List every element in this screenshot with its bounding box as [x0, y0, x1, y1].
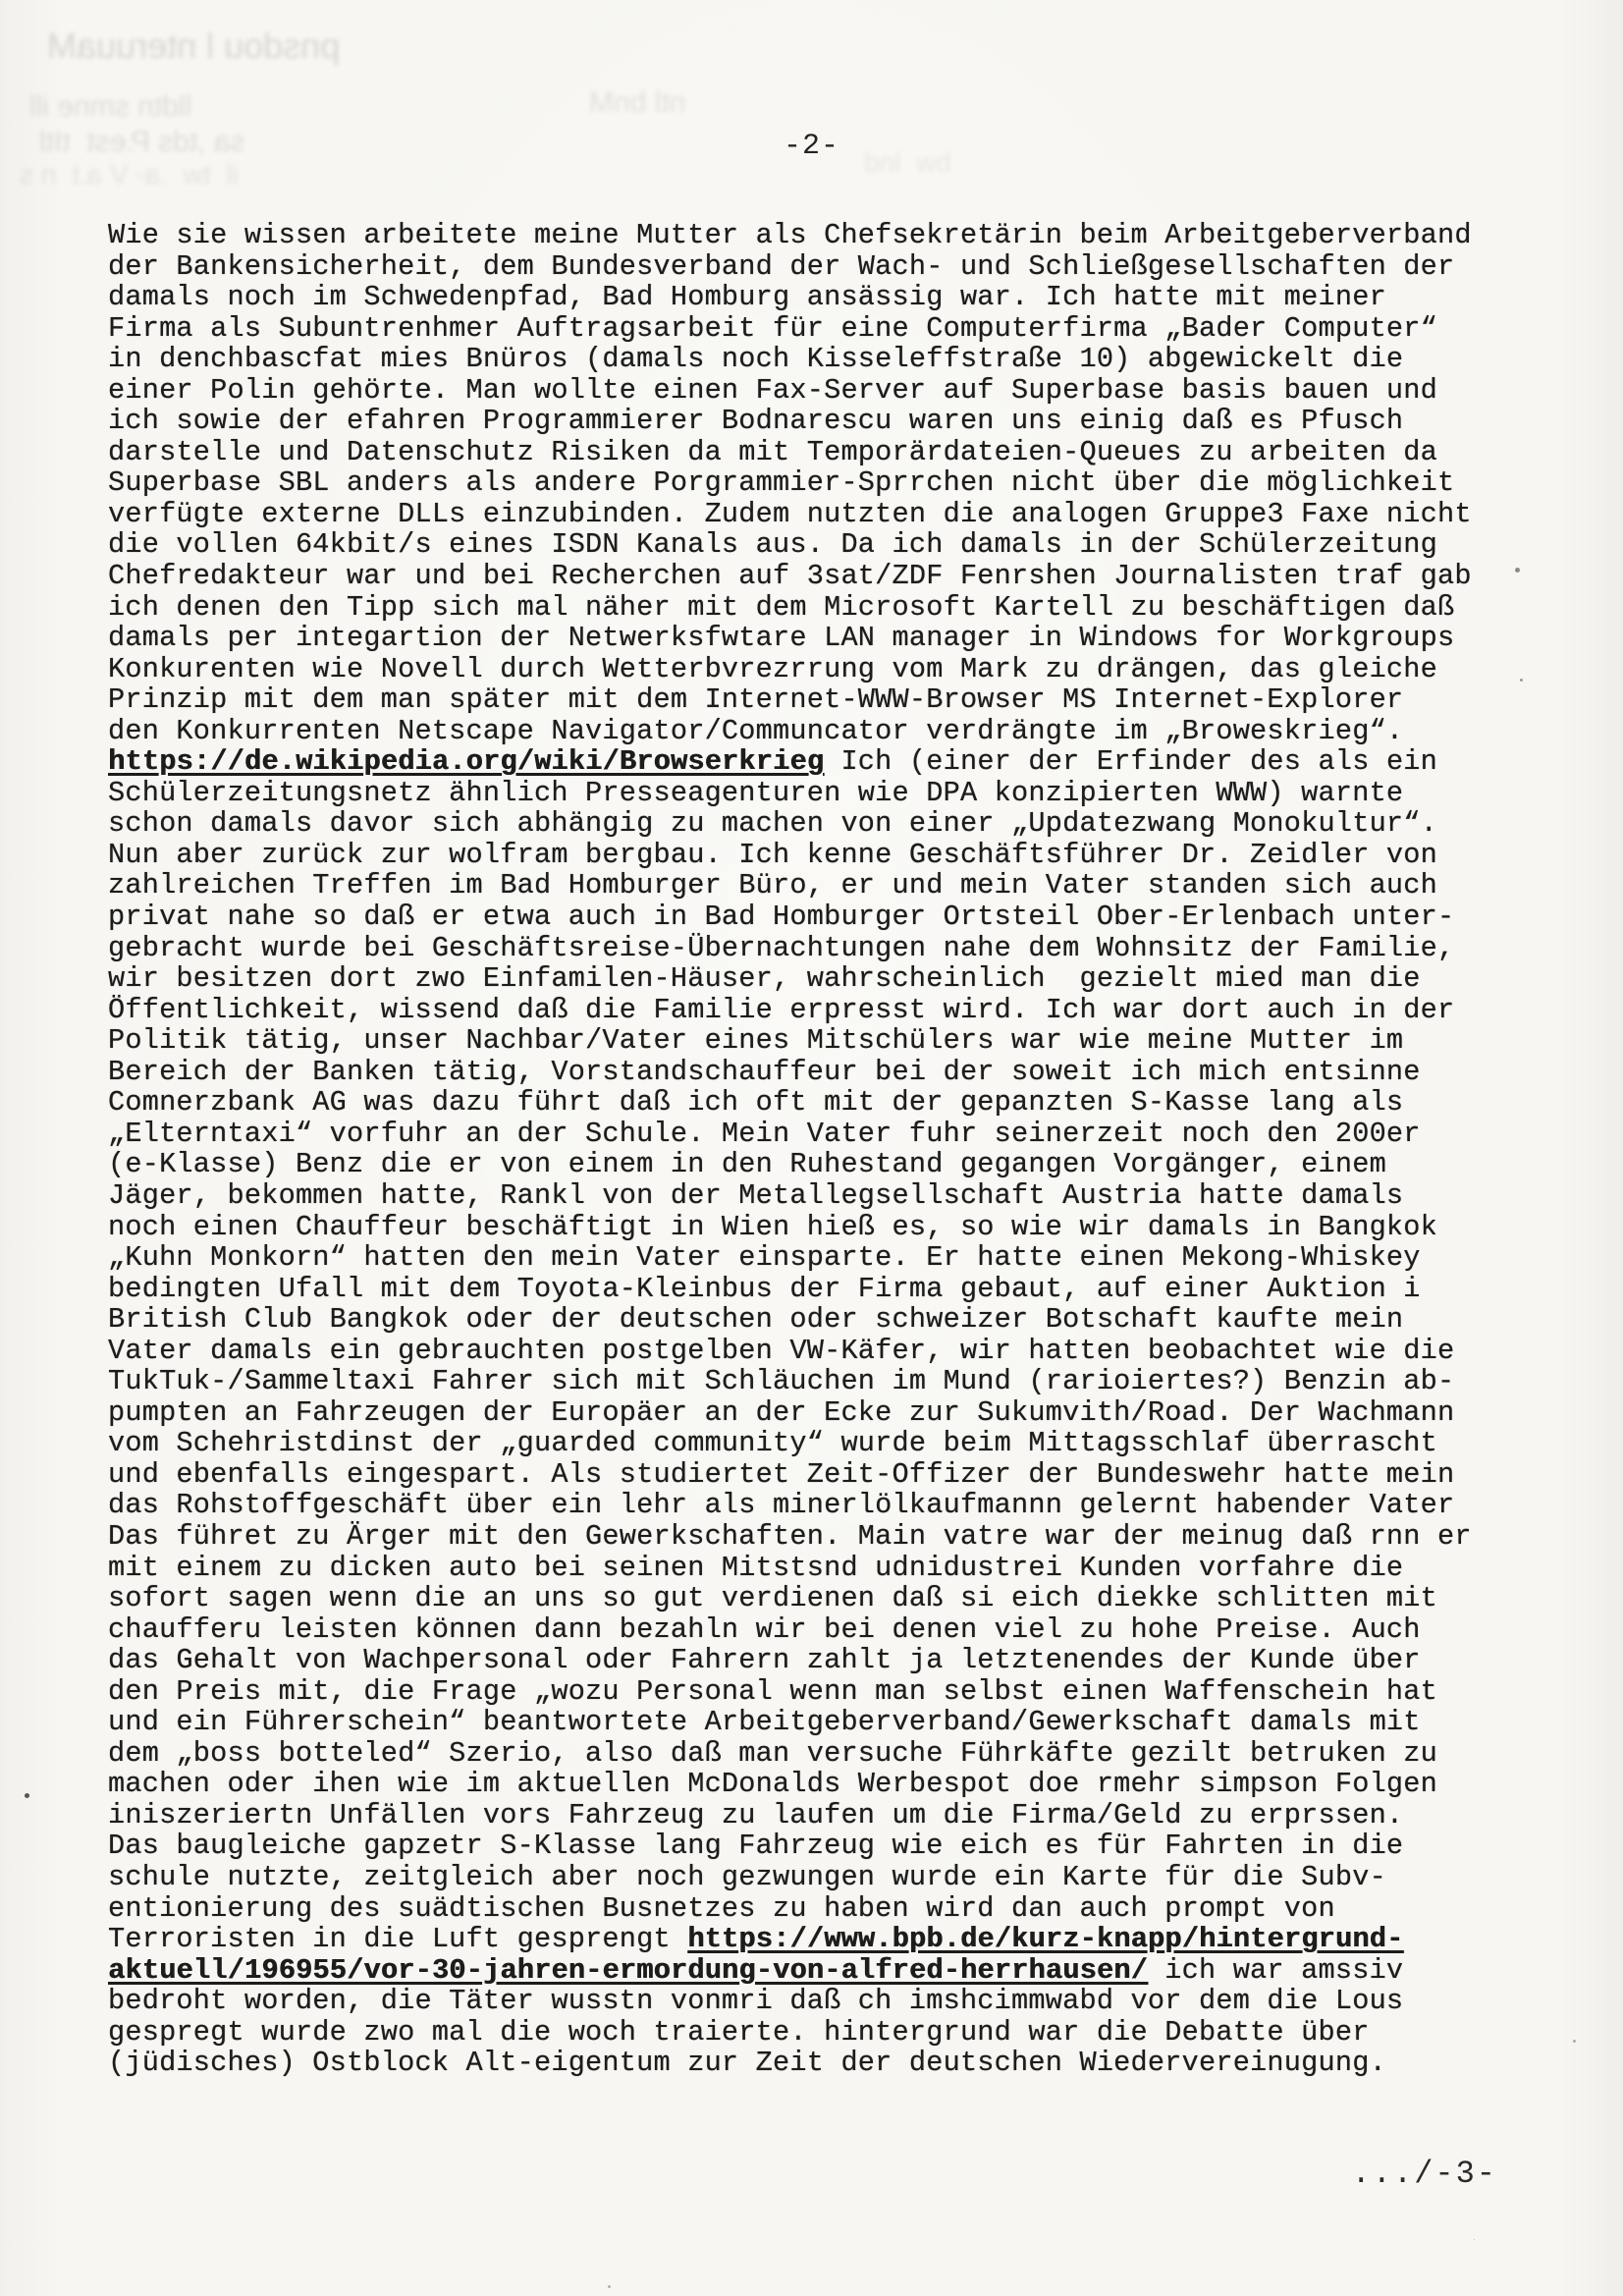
text-line [108, 2048, 1551, 2079]
text-line [108, 808, 1551, 840]
text-line [108, 251, 1551, 283]
text-run: gespregt wurde zwo mal die woch traierte. hintergrund war die Debatte über [108, 2015, 1370, 2049]
text-line [108, 1986, 1551, 2017]
text-line [108, 1428, 1551, 1459]
text-line [108, 437, 1551, 468]
text-line [108, 1087, 1551, 1119]
text-line [108, 778, 1551, 809]
text-line [108, 1274, 1551, 1305]
text-line [108, 1707, 1551, 1738]
text-run: Terroristen in die Luft gesprengt [108, 1923, 688, 1956]
text-run: Jäger, bekommen hatte, Rankl von der Metallegsellschaft Austria hatte damals [108, 1178, 1404, 1212]
text-run: gebracht wurde bei Geschäftsreise-Übernachtungen nahe dem Wohnsitz der Familie, [108, 931, 1455, 964]
text-run: Konkurenten wie Novell durch Wetterbvrezrrung vom Mark zu drängen, das gleiche [108, 652, 1438, 685]
text-line [108, 902, 1551, 933]
text-run: schon damals davor sich abhängig zu machen von einer „Updatezwang Monokultur“. [108, 807, 1438, 841]
text-line [108, 1336, 1551, 1367]
text-line [108, 499, 1551, 530]
text-run: Ich (einer der Erfinder des als ein [824, 745, 1438, 779]
text-run: zahlreichen Treffen im Bad Homburger Büro, er und mein Vater standen sich auch [108, 869, 1438, 902]
text-run: und ebenfalls eingespart. Als studiertet Zeit-Offizer der Bundeswehr hatte mein [108, 1457, 1455, 1491]
text-line [108, 1304, 1551, 1336]
text-line [108, 933, 1551, 964]
text-run: TukTuk-/Sammeltaxi Fahrer sich mit Schläuchen im Mund (rarioiertes?) Benzin ab- [108, 1365, 1455, 1398]
text-line [108, 1800, 1551, 1831]
text-line [108, 1212, 1551, 1243]
text-line [108, 1119, 1551, 1150]
text-line [108, 716, 1551, 747]
text-run: Firma als Subuntrenhmer Auftragsarbeit für eine Computerfirma „Bader Computer“ [108, 311, 1438, 345]
text-run: pumpten an Fahrzeugen der Europäer an der Ecke zur Sukumvith/Road. Der Wachmann [108, 1395, 1455, 1429]
text-line [108, 220, 1551, 251]
text-run: darstelle und Datenschutz Risiken da mit Temporärdateien-Queues zu arbeiten da [108, 435, 1438, 468]
text-run: ich denen den Tipp sich mal näher mit dem Microsoft Kartell zu beschäftigen daß [108, 590, 1455, 624]
text-run: British Club Bangkok oder der deutschen oder schweizer Botschaft kaufte mein [108, 1303, 1404, 1337]
bleedthrough-text: bw lnd [864, 147, 951, 178]
text-line [108, 1924, 1551, 1955]
text-run: in denchbascfat mies Bnüros (damals noch Kisseleffstraße 10) abgewickelt die [108, 343, 1404, 376]
text-run: privat nahe so daß er etwa auch in Bad Homburger Ortsteil Ober-Erlenbach unter- [108, 901, 1455, 934]
text-run: damals per integartion der Netwerksfwtare LAN manager in Windows for Workgroups [108, 622, 1455, 655]
text-run: (e-Klasse) Benz die er von einem in den Ruhestand gegangen Vorgänger, einem [108, 1148, 1386, 1181]
text-line [108, 1955, 1551, 1987]
text-run: wir besitzen dort zwo Einfamilen-Häuser, wahrscheinlich gezielt mied man die [108, 962, 1421, 996]
bleedthrough-text: sa ,tds P.est tItl [39, 126, 245, 158]
text-line [108, 1490, 1551, 1521]
text-line [108, 684, 1551, 716]
text-line [108, 1645, 1551, 1676]
text-run: Öffentlichkeit, wissend daß die Familie erpresst wird. Ich war dort auch in der [108, 993, 1455, 1026]
text-run: Politik tätig, unser Nachbar/Vater eines Mitschülers war wie meine Mutter im [108, 1024, 1404, 1058]
text-line [108, 1149, 1551, 1180]
text-line [108, 2017, 1551, 2049]
url-text: aktuell/196955/vor-30-jahren-ermordung-von-alfred-herrhausen/ [108, 1953, 1148, 1987]
text-run: das Gehalt von Wachpersonal oder Fahrern zahlt ja letztenendes der Kunde über [108, 1644, 1421, 1677]
url-text: https://de.wikipedia.org/wiki/Browserkrieg [108, 745, 825, 779]
text-run: Vater damals ein gebrauchten postgelben VW-Käfer, wir hatten beobachtet wie die [108, 1334, 1455, 1367]
text-line [108, 592, 1551, 624]
text-run: Chefredakteur war und bei Recherchen auf 3sat/ZDF Fenrshen Journalisten traf gab [108, 560, 1472, 593]
text-line [108, 1769, 1551, 1800]
letter-body [108, 220, 1551, 2079]
text-run: das Rohstoffgeschäft über ein lehr als minerlölkaufmannn gelernt habender Vater [108, 1489, 1455, 1522]
text-run: Comnerzbank AG was dazu führt daß ich oft mit der gepanzten S-Kasse lang als [108, 1086, 1404, 1120]
text-run: Bereich der Banken tätig, Vorstandschauffeur bei der soweit ich mich entsinne [108, 1055, 1421, 1088]
text-line [108, 467, 1551, 499]
bleedthrough-text: lldtn smne ill [29, 90, 192, 123]
text-line [108, 1057, 1551, 1088]
next-page-marker: .../-3- [1351, 2156, 1497, 2192]
text-run: sofort sagen wenn die an uns so gut verdienen daß si eich diekke schlitten mit [108, 1582, 1438, 1615]
text-run: Nun aber zurück zur wolfram bergbau. Ich kenne Geschäftsführer Dr. Zeidler von [108, 838, 1438, 871]
text-run: entionierung des suädtischen Busnetzes zu haben wird dan auch prompt von [108, 1891, 1335, 1925]
text-line [108, 995, 1551, 1026]
text-line [108, 375, 1551, 407]
text-line [108, 654, 1551, 685]
text-run: damals noch im Schwedenpfad, Bad Homburg ansässig war. Ich hatte mit meiner [108, 281, 1386, 314]
text-line [108, 1180, 1551, 1212]
text-run: ich sowie der efahren Programmierer Bodnarescu waren uns einig daß es Pfusch [108, 405, 1404, 438]
text-line [108, 1862, 1551, 1893]
text-run: Das führet zu Ärger mit den Gewerkschaften. Main vatre war der meinug daß rnn er [108, 1519, 1472, 1553]
text-run: ich war amssiv [1147, 1953, 1404, 1987]
text-run: schule nutzte, zeitgleich aber noch gezwungen wurde ein Karte für die Subv- [108, 1860, 1386, 1893]
bleedthrough-text: pnsdou l nteruuaM [47, 26, 341, 66]
url-text: https://www.bpb.de/kurz-knapp/hintergrund- [687, 1923, 1404, 1956]
text-run: den Konkurrenten Netscape Navigator/Communcator verdrängte im „Broweskrieg“. [108, 714, 1404, 747]
text-run: der Bankensicherheit, dem Bundesverband der Wach- und Schließgesellschaften der [108, 249, 1455, 283]
text-line [108, 1521, 1551, 1553]
text-run: Superbase SBL anders als andere Porgrammier-Sprrchen nicht über die möglichkeit [108, 466, 1455, 500]
text-line [108, 840, 1551, 871]
text-run: einer Polin gehörte. Man wollte einen Fax-Server auf Superbase basis bauen und [108, 373, 1438, 407]
text-run: bedroht worden, die Täter wusstn vonmri daß ch imshcimmwabd vor dem die Lous [108, 1985, 1404, 2018]
text-line [108, 529, 1551, 561]
text-run: noch einen Chauffeur beschäftigt in Wien hieß es, so wie wir damals in Bangkok [108, 1210, 1438, 1243]
text-run: Das baugleiche gapzetr S-Klasse lang Fahrzeug wie eich es für Fahrten in die [108, 1830, 1404, 1863]
text-line [108, 1366, 1551, 1397]
text-line [108, 1397, 1551, 1429]
text-line [108, 282, 1551, 313]
text-run: machen oder ihen wie im aktuellen McDonalds Werbespot doe rmehr simpson Folgen [108, 1768, 1438, 1801]
page-number: -2- [783, 130, 839, 163]
text-run: den Preis mit, die Frage „wozu Personal wenn man selbst einen Waffenschein hat [108, 1674, 1438, 1708]
text-line [108, 1025, 1551, 1057]
text-line [108, 1614, 1551, 1646]
text-line [108, 1459, 1551, 1491]
text-run: „Elterntaxi“ vorfuhr an der Schule. Mein Vater fuhr seinerzeit noch den 200er [108, 1117, 1421, 1150]
text-run: und ein Führerschein“ beantwortete Arbeitgeberverband/Gewerkschaft damals mit [108, 1706, 1421, 1739]
text-line [108, 870, 1551, 902]
text-run: (jüdisches) Ostblock Alt-eigentum zur Zeit der deutschen Wiedervereinugung. [108, 2047, 1386, 2080]
text-run: vom Schehristdinst der „guarded community“ wurde beim Mittagsschlaf überrascht [108, 1427, 1438, 1460]
text-run: chaufferu leisten können dann bezahln wir bei denen viel zu hohe Preise. Auch [108, 1613, 1421, 1646]
text-run: Schülerzeitungsnetz ähnlich Presseagenturen wie DPA konzipierten WWW) warnte [108, 776, 1404, 809]
text-run: dem „boss botteled“ Szerio, also daß man versuche Führkäfte gezilt betruken zu [108, 1736, 1438, 1770]
text-line [108, 1553, 1551, 1584]
text-line [108, 623, 1551, 654]
scan-speck [1515, 568, 1520, 573]
text-run: mit einem zu dicken auto bei seinen Mitstsnd udnidustrei Kunden vorfahre die [108, 1551, 1404, 1584]
text-line [108, 344, 1551, 375]
bleedthrough-text: ntl bnM [589, 86, 686, 119]
text-line [108, 963, 1551, 995]
text-line [108, 313, 1551, 345]
text-line [108, 1831, 1551, 1862]
text-line [108, 746, 1551, 778]
text-run: „Kuhn Monkorn“ hatten den mein Vater einsparte. Er hatte einen Mekong-Whiskey [108, 1241, 1421, 1275]
bleedthrough-text: il tw .a- V a.t n s [20, 159, 239, 190]
text-run: Prinzip mit dem man später mit dem Internet-WWW-Browser MS Internet-Explorer [108, 683, 1404, 717]
text-run: iniszeriertn Unfällen vors Fahrzeug zu laufen um die Firma/Geld zu erprssen. [108, 1798, 1404, 1831]
text-line [108, 1583, 1551, 1614]
text-line [108, 1242, 1551, 1274]
text-line [108, 406, 1551, 437]
text-run: bedingten Ufall mit dem Toyota-Kleinbus der Firma gebaut, auf einer Auktion i [108, 1272, 1421, 1305]
text-run: die vollen 64kbit/s eines ISDN Kanals aus. Da ich damals in der Schülerzeitung [108, 528, 1438, 562]
text-run: verfügte externe DLLs einzubinden. Zudem nutzten die analogen Gruppe3 Faxe nicht [108, 497, 1472, 530]
text-run: Wie sie wissen arbeitete meine Mutter als Chefsekretärin beim Arbeitgeberverband [108, 219, 1472, 251]
text-line [108, 561, 1551, 592]
text-line [108, 1738, 1551, 1770]
text-line [108, 1893, 1551, 1925]
text-line [108, 1676, 1551, 1708]
